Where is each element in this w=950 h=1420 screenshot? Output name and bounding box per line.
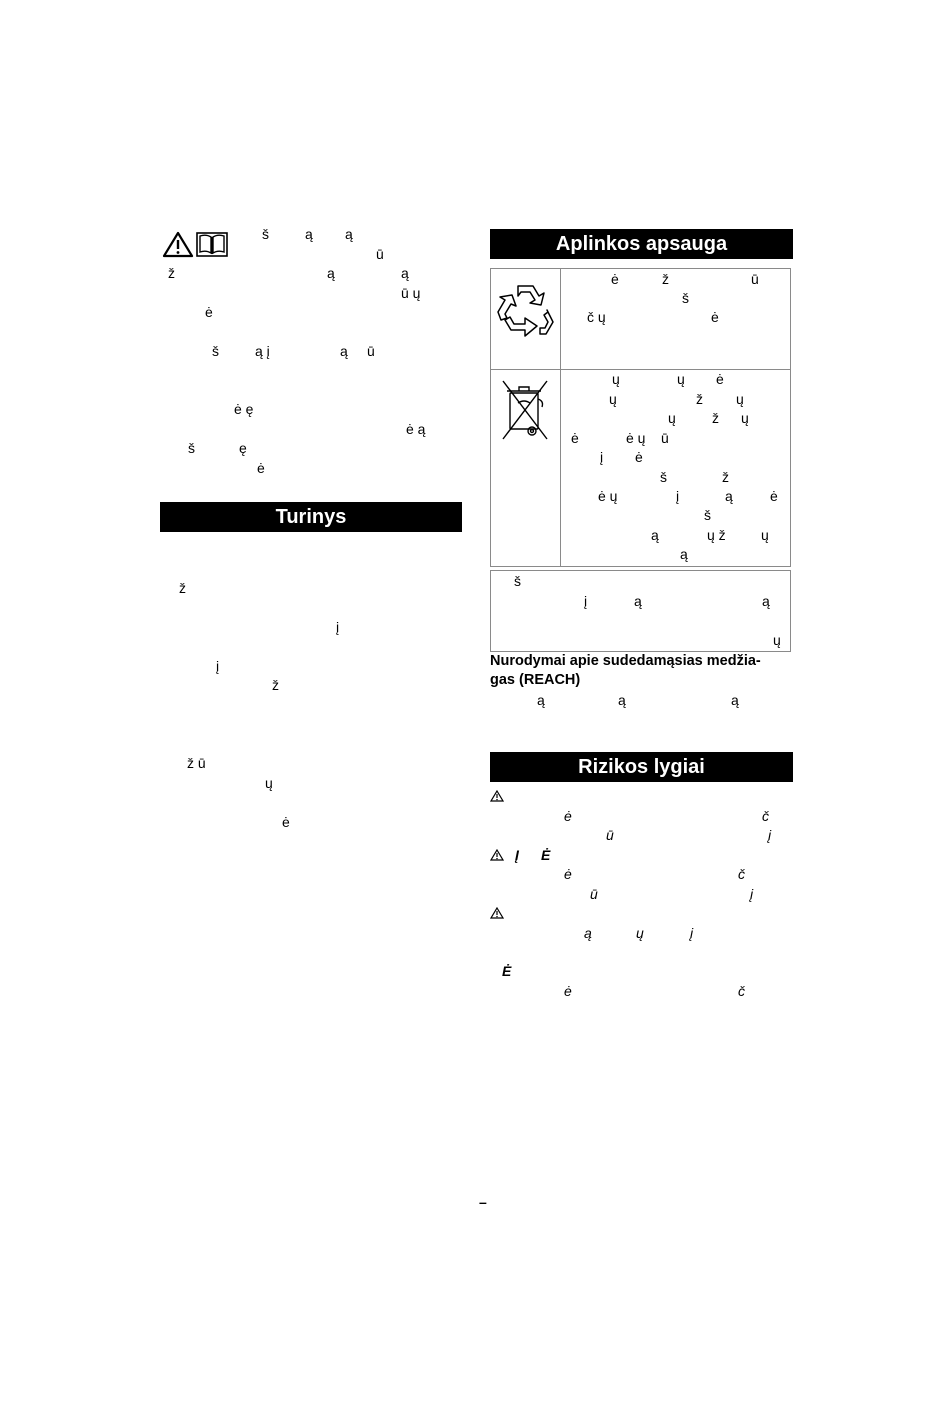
recycle-icon	[497, 282, 555, 340]
environment-text-glyph: ė	[716, 371, 724, 387]
environment-text-glyph: ų	[741, 410, 749, 426]
environment-text-glyph: š	[704, 507, 711, 523]
environment-note-box	[490, 570, 791, 652]
risk-text-glyph: ė	[564, 983, 572, 999]
warning-text-glyph: ą į	[255, 343, 270, 359]
environment-text-glyph: ė	[711, 309, 719, 325]
warning-text-glyph: ū	[376, 246, 384, 262]
reach-heading-line2: gas (REACH)	[490, 672, 581, 688]
warning-text-glyph: ž	[168, 265, 175, 281]
environment-text-glyph: ė	[611, 271, 619, 287]
environment-text-glyph: ų ž	[707, 527, 726, 543]
risk-text-glyph: į	[768, 827, 772, 843]
risk-heading-glyph: Į	[515, 847, 519, 863]
toc-glyph: ž	[179, 580, 186, 596]
warning-text-glyph: ė ą	[406, 421, 426, 437]
warning-text-glyph: ė ę	[234, 401, 254, 417]
warning-text-glyph: ę	[239, 440, 247, 456]
environment-text-glyph: ė	[770, 488, 778, 504]
environment-text-glyph: ž	[662, 271, 669, 287]
toc-glyph: į	[216, 658, 220, 674]
environment-text-glyph: ž	[712, 410, 719, 426]
section-header-rizikos-lygiai: Rizikos lygiai	[490, 752, 793, 782]
warning-triangle-icon	[490, 907, 504, 919]
warning-text-glyph: ą	[401, 265, 409, 281]
reach-text-glyph: ą	[618, 692, 626, 708]
note-text-glyph: ą	[762, 593, 770, 609]
table-column-divider	[560, 268, 561, 567]
warning-text-glyph: ą	[305, 226, 313, 242]
warning-text-glyph: š	[188, 440, 195, 456]
warning-triangle-icon	[490, 849, 504, 861]
crossed-out-bin-icon	[500, 379, 550, 441]
warning-text-glyph: ū	[367, 343, 375, 359]
environment-text-glyph: ė ų	[598, 488, 618, 504]
toc-glyph: ž	[272, 677, 279, 693]
environment-text-glyph: ą	[725, 488, 733, 504]
risk-heading-glyph: Ė	[502, 963, 512, 979]
table-row-divider	[490, 369, 791, 370]
risk-heading-glyph: Ė	[541, 847, 551, 863]
environment-text-glyph: ū	[751, 271, 759, 287]
reach-heading-line1: Nurodymai apie sudedamąsias medžia-	[490, 653, 761, 669]
warning-triangle-icon	[162, 231, 194, 258]
environment-text-glyph: ų	[612, 371, 620, 387]
environment-text-glyph: ž	[722, 469, 729, 485]
reach-text-glyph: ą	[537, 692, 545, 708]
risk-text-glyph: č	[738, 983, 745, 999]
environment-text-glyph: č ų	[587, 309, 606, 325]
environment-text-glyph: ų	[668, 410, 676, 426]
environment-text-glyph: į	[676, 488, 680, 504]
environment-text-glyph: ą	[651, 527, 659, 543]
note-text-glyph: š	[514, 573, 521, 589]
risk-text-glyph: ė	[564, 808, 572, 824]
section-header-turinys: Turinys	[160, 502, 462, 532]
risk-text-glyph: į	[750, 886, 754, 902]
environment-text-glyph: ė ų	[626, 430, 646, 446]
environment-text-glyph: į	[600, 449, 604, 465]
page-footer-dash: –	[479, 1194, 487, 1210]
environment-text-glyph: š	[660, 469, 667, 485]
note-text-glyph: ą	[634, 593, 642, 609]
toc-glyph: į	[336, 619, 340, 635]
warning-text-glyph: ū ų	[401, 285, 421, 301]
note-text-glyph: ų	[773, 632, 781, 648]
risk-text-glyph: ų	[636, 925, 644, 941]
environment-text-glyph: ų	[761, 527, 769, 543]
risk-text-glyph: č	[762, 808, 769, 824]
reach-text-glyph: ą	[731, 692, 739, 708]
warning-text-glyph: ą	[345, 226, 353, 242]
environment-text-glyph: ų	[736, 391, 744, 407]
risk-text-glyph: ė	[564, 866, 572, 882]
warning-text-glyph: ė	[257, 460, 265, 476]
toc-glyph: ė	[282, 814, 290, 830]
warning-text-glyph: š	[212, 343, 219, 359]
risk-text-glyph: į	[690, 925, 694, 941]
risk-text-glyph: ū	[590, 886, 598, 902]
toc-glyph: ų	[265, 775, 273, 791]
environment-text-glyph: ū	[661, 430, 669, 446]
environment-text-glyph: ė	[635, 449, 643, 465]
warning-text-glyph: ą	[340, 343, 348, 359]
warning-text-glyph: š	[262, 226, 269, 242]
warning-text-glyph: ą	[327, 265, 335, 281]
warning-triangle-icon	[490, 790, 504, 802]
environment-text-glyph: ų	[677, 371, 685, 387]
note-text-glyph: į	[584, 593, 588, 609]
open-book-icon	[196, 231, 228, 258]
environment-text-glyph: š	[682, 290, 689, 306]
section-header-aplinkos-apsauga: Aplinkos apsauga	[490, 229, 793, 259]
environment-text-glyph: ų	[609, 391, 617, 407]
environment-text-glyph: ą	[680, 546, 688, 562]
environment-text-glyph: ė	[571, 430, 579, 446]
risk-text-glyph: č	[738, 866, 745, 882]
toc-glyph: ž ū	[187, 755, 206, 771]
risk-text-glyph: ą	[584, 925, 592, 941]
risk-text-glyph: ū	[606, 827, 614, 843]
environment-text-glyph: ž	[696, 391, 703, 407]
warning-text-glyph: ė	[205, 304, 213, 320]
